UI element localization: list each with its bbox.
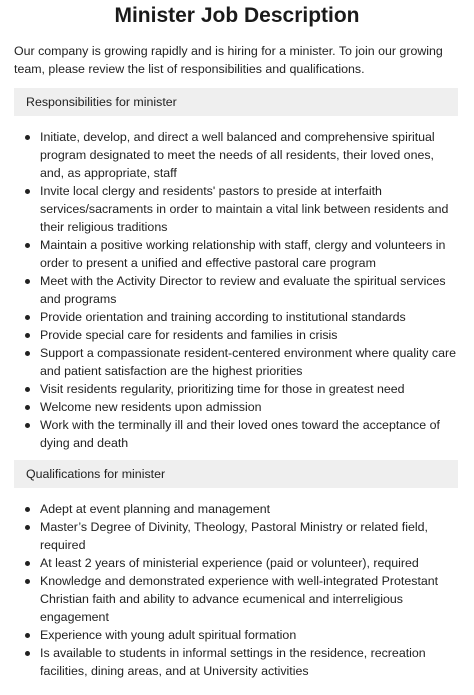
list-item [40,272,460,308]
list-item [40,572,460,626]
list-item-text: Initiate, develop, and direct a well balanced and comprehensive spiritual program designated to meet the needs of all residents, their loved ones, and, as appropriate, staff [40,130,435,180]
qualifications-header: Qualifications for minister [14,460,458,488]
bullet-icon [25,243,30,248]
list-item-text: Provide special care for residents and families in crisis [40,328,338,342]
bullet-icon [25,525,30,530]
list-item-text: Meet with the Activity Director to review and evaluate the spiritual services and programs [40,274,446,306]
list-item [40,644,460,680]
list-item-text: Knowledge and demonstrated experience with well-integrated Protestant Christian faith and ability to advance ecumenical and interreligious engagement [40,574,439,624]
list-item [40,626,460,644]
list-item [40,398,460,416]
list-item-text: At least 2 years of ministerial experience (paid or volunteer), required [40,556,419,570]
list-item [40,182,460,236]
list-item-text: Support a compassionate resident-centered environment where quality care and patient satisfaction are the highest priorities [40,346,457,378]
list-item-text: Adept at event planning and management [40,502,271,516]
list-item [40,236,460,272]
responsibilities-header: Responsibilities for minister [14,88,458,116]
bullet-icon [25,189,30,194]
page-title: Minister Job Description [114,4,360,27]
list-item [40,518,460,554]
bullet-icon [25,405,30,410]
intro-paragraph: Our company is growing rapidly and is hiring for a minister. To join our growing team, please review the list of responsibilities and qualifications. [14,44,443,76]
bullet-icon [25,351,30,356]
list-item [40,380,460,398]
list-item-text: Work with the terminally ill and their loved ones toward the acceptance of dying and death [40,418,440,450]
bullet-icon [25,633,30,638]
list-item [40,416,460,452]
list-item-text: Invite local clergy and residents' pastors to preside at interfaith services/sacraments in order to maintain a vital link between residents and their religious traditions [40,184,449,234]
bullet-icon [25,507,30,512]
bullet-icon [25,333,30,338]
list-item [40,344,460,380]
bullet-icon [25,387,30,392]
list-item-text: Maintain a positive working relationship with staff, clergy and volunteers in order to present a unified and effective pastoral care program [40,238,446,270]
bullet-icon [25,651,30,656]
list-item-text: Experience with young adult spiritual formation [40,628,297,642]
bullet-icon [25,315,30,320]
list-item [40,500,460,518]
qualifications-list [14,500,460,680]
bullet-icon [25,279,30,284]
list-item [40,326,460,344]
list-item [40,308,460,326]
bullet-icon [25,423,30,428]
list-item-text: Welcome new residents upon admission [40,400,262,414]
bullet-icon [25,561,30,566]
list-item [40,128,460,182]
bullet-icon [25,579,30,584]
list-item-text: Visit residents regularity, prioritizing time for those in greatest need [40,382,405,396]
list-item-text: Master’s Degree of Divinity, Theology, Pastoral Ministry or related field, required [40,520,428,552]
responsibilities-list [14,128,460,452]
list-item-text: Provide orientation and training according to institutional standards [40,310,406,324]
list-item [40,554,460,572]
list-item-text: Is available to students in informal settings in the residence, recreation facilities, dining areas, and at University activities [40,646,426,678]
bullet-icon [25,135,30,140]
